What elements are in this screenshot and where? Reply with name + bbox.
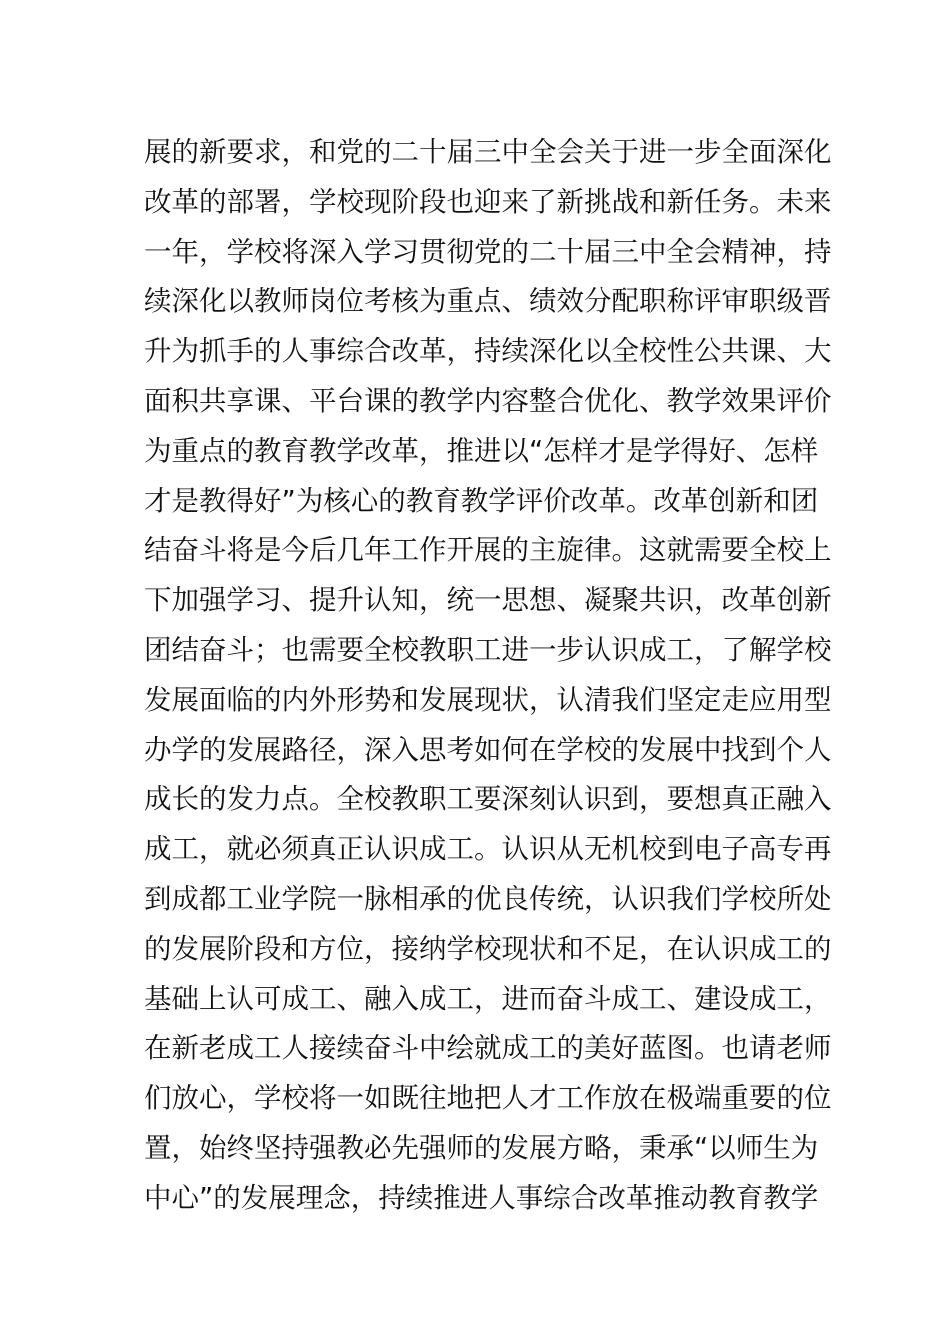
text-line: 展的新要求，和党的二十届三中全会关于进一步全面深化 (144, 136, 832, 168)
text-line: 面积共享课、平台课的教学内容整合优化、教学效果评价 (144, 384, 832, 417)
text-line: 才是教得好”为核心的教育教学评价改革。改革创新和团 (144, 484, 819, 517)
text-line: 成工，就必须真正认识成工。认识从无机校到电子高专再 (144, 833, 832, 866)
text-line: 团结奋斗；也需要全校教职工进一步认识成工，了解学校 (144, 633, 832, 666)
text-line: 到成都工业学院一脉相承的优良传统，认识我们学校所处 (144, 882, 832, 915)
text-line: 们放心，学校将一如既往地把人才工作放在极端重要的位 (144, 1082, 832, 1115)
text-line: 在新老成工人接续奋斗中绘就成工的美好蓝图。也请老师 (144, 1032, 832, 1065)
text-line: 办学的发展路径，深入思考如何在学校的发展中找到个人 (144, 733, 832, 766)
text-line: 下加强学习、提升认知，统一思想、凝聚共识，改革创新 (144, 584, 832, 617)
text-line: 为重点的教育教学改革，推进以“怎样才是学得好、怎样 (144, 434, 819, 467)
text-line: 置，始终坚持强教必先强师的发展方略，秉承“以师生为 (144, 1131, 819, 1164)
text-line: 发展面临的内外形势和发展现状，认清我们坚定走应用型 (144, 683, 832, 716)
text-line: 结奋斗将是今后几年工作开展的主旋律。这就需要全校上 (144, 534, 832, 567)
text-line: 基础上认可成工、融入成工，进而奋斗成工、建设成工， (144, 982, 832, 1015)
text-line: 一年，学校将深入学习贯彻党的二十届三中全会精神，持 (144, 235, 832, 268)
text-line: 升为抓手的人事综合改革，持续深化以全校性公共课、大 (144, 335, 832, 368)
text-line: 中心”的发展理念，持续推进人事综合改革推动教育教学 (144, 1181, 819, 1214)
text-line: 改革的部署，学校现阶段也迎来了新挑战和新任务。未来 (144, 185, 832, 218)
text-line: 的发展阶段和方位，接纳学校现状和不足，在认识成工的 (144, 932, 832, 965)
body-paragraph (144, 128, 832, 1224)
text-line: 续深化以教师岗位考核为重点、绩效分配职称评审职级晋 (144, 285, 832, 318)
text-line: 成长的发力点。全校教职工要深刻认识到，要想真正融入 (144, 783, 832, 816)
